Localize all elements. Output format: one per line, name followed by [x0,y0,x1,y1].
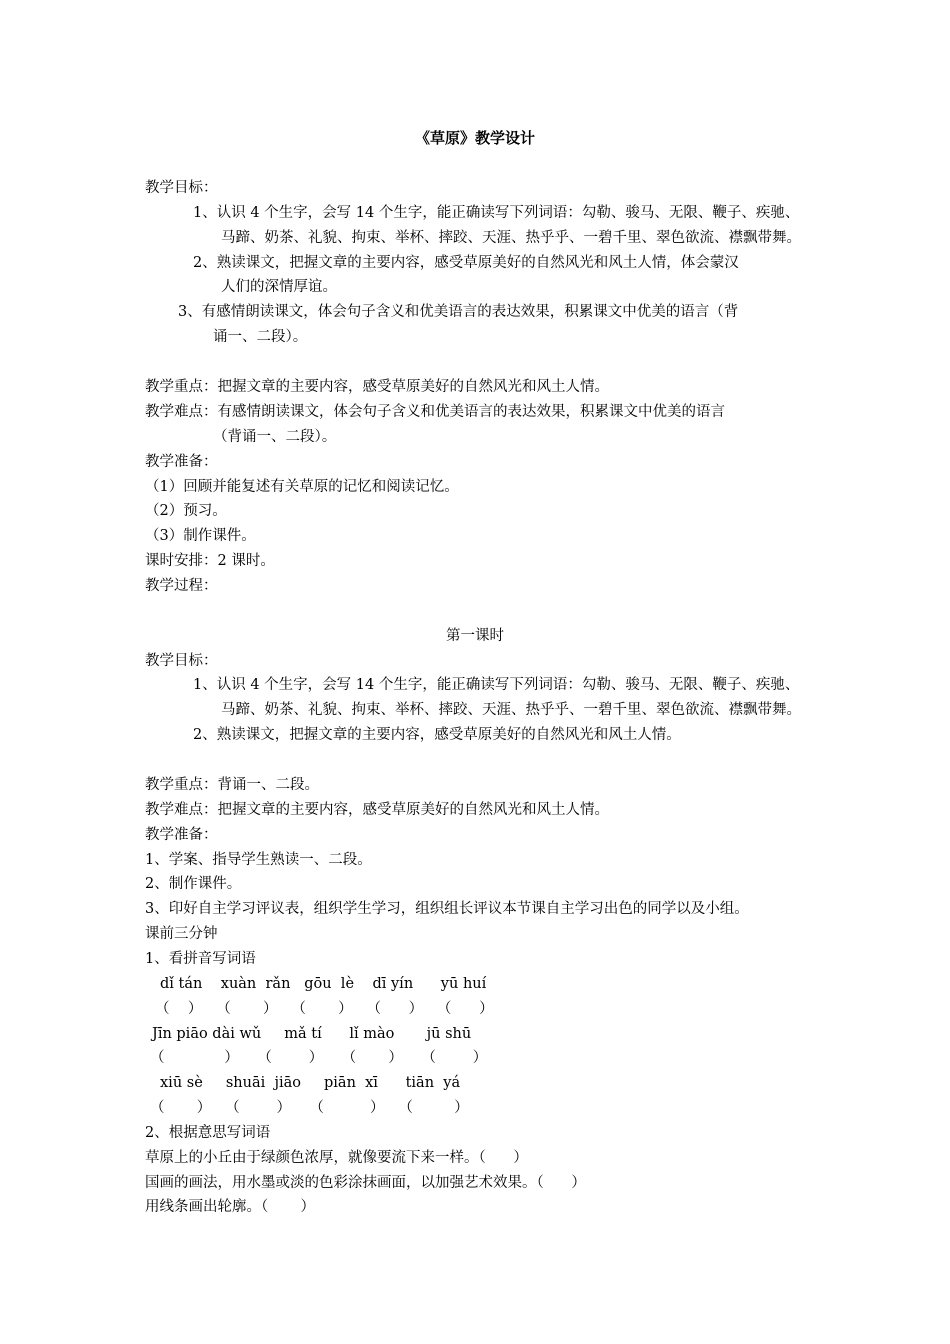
pinyin-row-1: dǐ tán xuàn rǎn gōu lè dī yín yū huí [160,976,487,992]
schedule: 课时安排：2 课时。 [145,553,275,569]
objective-2-line-2: 人们的深情厚谊。 [221,279,337,295]
blank-row-3: （ ） （ ） （ ） （ ） [150,1100,469,1116]
lesson-preparation-item-1: 1、学案、指导学生熟读一、二段。 [145,852,372,868]
pinyin-row-2: Jīn piāo dài wǔ mǎ tí lǐ mào jū shū [152,1026,472,1042]
lesson-difficulty: 教学难点：把握文章的主要内容，感受草原美好的自然风光和风土人情。 [145,802,609,818]
lesson-preparation-item-2: 2、制作课件。 [145,876,242,892]
preparation-item-3: （3）制作课件。 [145,528,256,544]
objectives-label: 教学目标： [145,180,218,196]
difficulty-line-2: （背诵一、二段）。 [213,429,337,445]
exercise-2-question-3: 用线条画出轮廓。（ ） [145,1199,316,1215]
lesson-preparation-item-3: 3、印好自主学习评议表，组织学生学习，组织组长评议本节课自主学习出色的同学以及小组。 [145,901,749,917]
exercise-2-title: 2、根据意思写词语 [145,1125,271,1141]
preparation-item-1: （1）回顾并能复述有关草原的记忆和阅读记忆。 [145,479,459,495]
exercise-2-question-1: 草原上的小丘由于绿颜色浓厚，就像要流下来一样。（ ） [145,1150,528,1166]
lesson-objective-1-line-2: 马蹄、奶茶、礼貌、拘束、举杯、摔跤、天涯、热乎乎、一碧千里、翠色欲流、襟飘带舞。 [221,702,801,718]
exercise-1-title: 1、看拼音写词语 [145,951,256,967]
objective-3-line-1: 3、有感情朗读课文，体会句子含义和优美语言的表达效果，积累课文中优美的语言（背 [178,304,739,320]
blank-row-2: （ ） （ ） （ ） （ ） [150,1050,488,1066]
blank-row-1: （ ） （ ） （ ） （ ） （ ） [155,1001,494,1017]
exercise-2-question-2: 国画的画法，用水墨或淡的色彩涂抹画面，以加强艺术效果。（ ） [145,1175,586,1191]
lesson-preparation-label: 教学准备： [145,827,218,843]
lesson-heading: 第一课时 [446,628,504,644]
lesson-objective-2: 2、熟读课文，把握文章的主要内容，感受草原美好的自然风光和风土人情。 [193,727,681,743]
preparation-label: 教学准备： [145,454,218,470]
document-title: 《草原》教学设计 [414,129,535,147]
warmup-label: 课前三分钟 [145,926,218,942]
key-point: 教学重点：把握文章的主要内容，感受草原美好的自然风光和风土人情。 [145,379,609,395]
preparation-item-2: （2）预习。 [145,503,227,519]
difficulty-line-1: 教学难点：有感情朗读课文，体会句子含义和优美语言的表达效果，积累课文中优美的语言 [145,404,725,420]
objective-1-line-2: 马蹄、奶茶、礼貌、拘束、举杯、摔跤、天涯、热乎乎、一碧千里、翠色欲流、襟飘带舞。 [221,230,801,246]
lesson-objectives-label: 教学目标： [145,653,218,669]
objective-1-line-1: 1、认识 4 个生字，会写 14 个生字，能正确读写下列词语：勾勒、骏马、无限、鞭子、疾驰、 [193,205,800,221]
objective-2-line-1: 2、熟读课文，把握文章的主要内容，感受草原美好的自然风光和风土人情，体会蒙汉 [193,255,739,271]
lesson-objective-1-line-1: 1、认识 4 个生字，会写 14 个生字，能正确读写下列词语：勾勒、骏马、无限、鞭子、疾驰、 [193,677,800,693]
process-label: 教学过程： [145,578,218,594]
pinyin-row-3: xiū sè shuāi jiāo piān xī tiān yá [160,1075,461,1091]
lesson-key-point: 教学重点：背诵一、二段。 [145,777,319,793]
objective-3-line-2: 诵一、二段）。 [213,329,308,345]
